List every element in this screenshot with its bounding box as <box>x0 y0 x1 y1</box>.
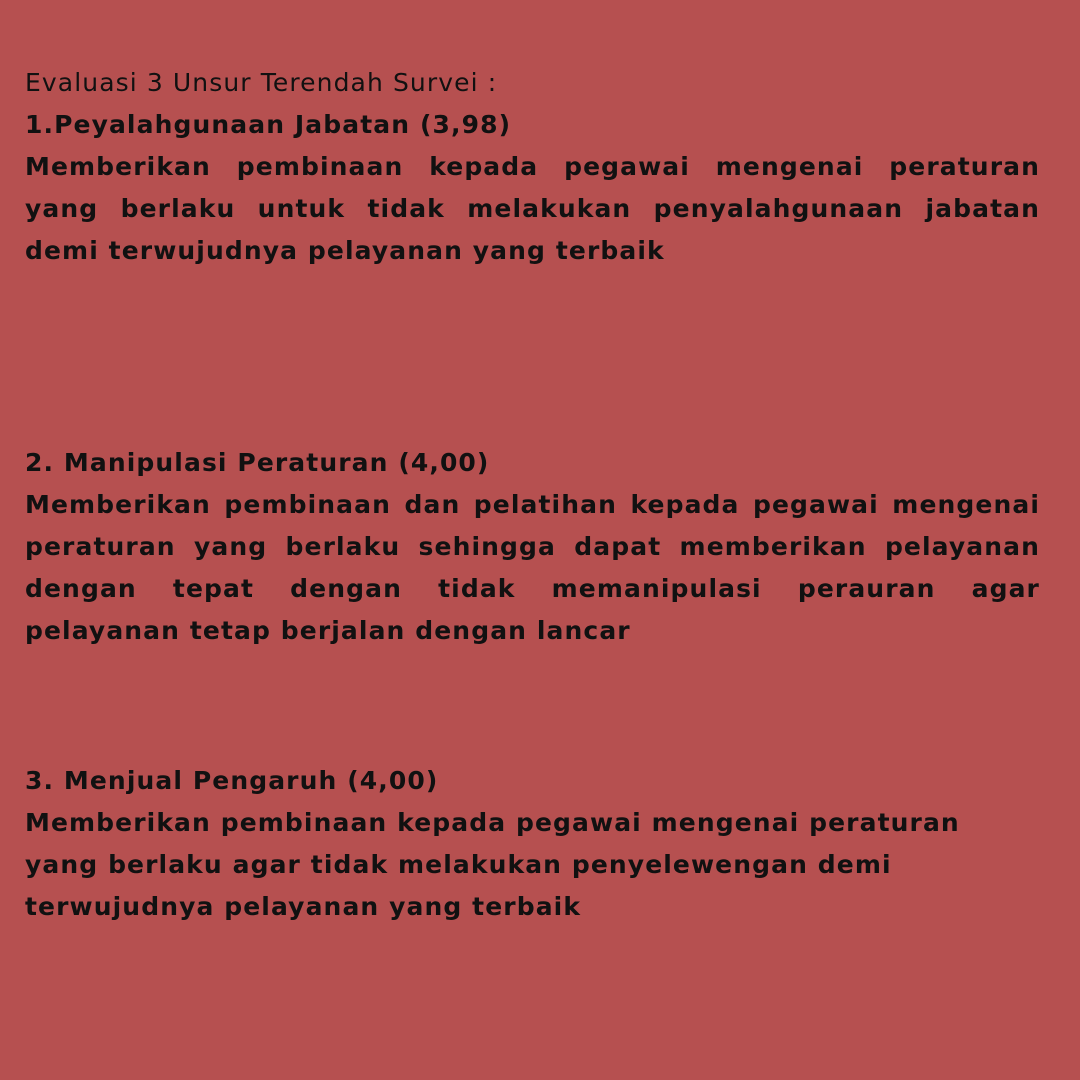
item-2-description: Memberikan pembinaan dan pelatihan kepada pegawai mengenai peraturan yang berlaku sehingga dapat memberikan pelayanan dengan tepat dengan tidak memanipulasi perauran agar pelayanan tetap berjalan dengan lancar <box>25 490 1040 645</box>
item-2-title: 2. Manipulasi Peraturan (4,00) <box>25 448 490 477</box>
content-area <box>25 0 1040 1080</box>
item-1-description: Memberikan pembinaan kepada pegawai mengenai peraturan yang berlaku untuk tidak melakukan penyalahgunaan jabatan demi terwujudnya pelayanan yang terbaik <box>25 152 1040 265</box>
item-3-title: 3. Menjual Pengaruh (4,00) <box>25 766 439 795</box>
item-1-title: 1.Peyalahgunaan Jabatan (3,98) <box>25 110 512 139</box>
item-3-description: Memberikan pembinaan kepada pegawai mengenai peraturan yang berlaku agar tidak melakukan penyelewengan demi terwujudnya pelayanan yang terbaik <box>25 808 960 921</box>
evaluation-heading: Evaluasi 3 Unsur Terendah Survei : <box>25 68 498 97</box>
